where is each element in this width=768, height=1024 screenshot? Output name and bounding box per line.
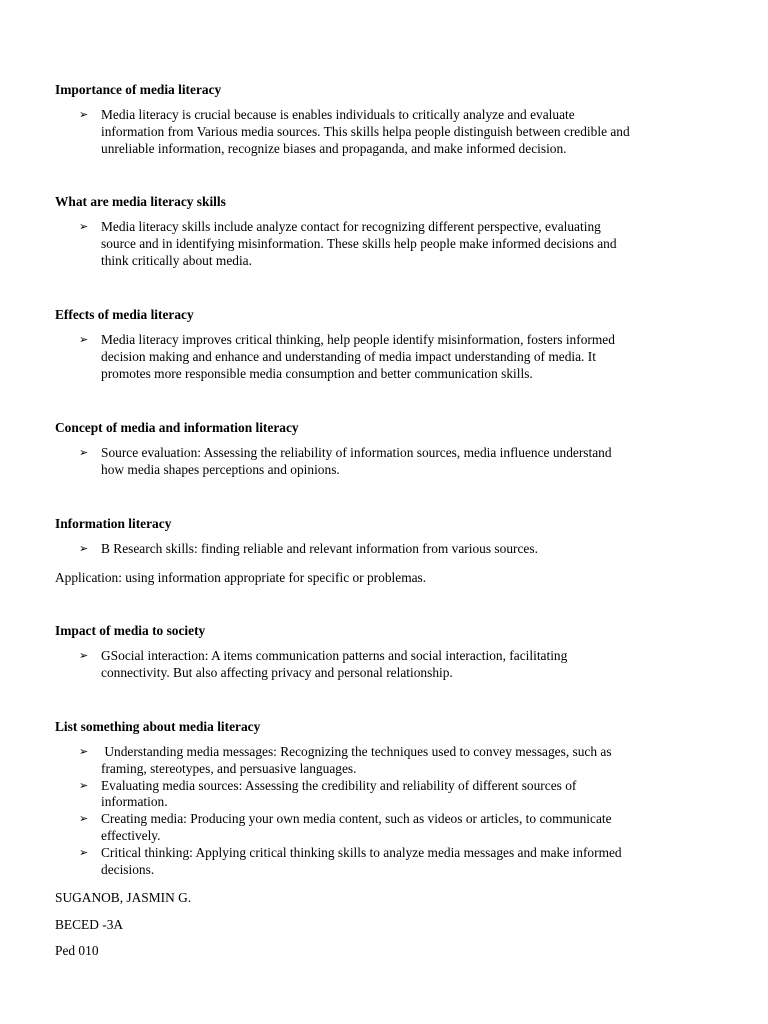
section-heading: Information literacy	[55, 516, 172, 531]
list-item	[55, 107, 720, 157]
arrow-bullet-icon: ➢	[79, 649, 89, 662]
list-item	[55, 845, 720, 879]
arrow-bullet-icon: ➢	[79, 812, 89, 826]
section-effects	[55, 306, 720, 382]
application-line: Application: using information appropriate for specific or problemas.	[55, 570, 427, 585]
section-concept	[55, 419, 720, 479]
arrow-bullet-icon: ➢	[79, 845, 89, 859]
arrow-bullet-icon: ➢	[79, 108, 89, 121]
bullet-line: unreliable information, recognize biases and propaganda, and make informed decision.	[101, 140, 567, 156]
list-item	[55, 219, 720, 269]
bullet-line: Understanding media messages: Recognizing the techniques used to convey messages, such as	[101, 744, 612, 759]
bullet-line: Source evaluation: Assessing the reliability of information sources, media influence understand	[101, 445, 612, 460]
bullet-line: Media literacy improves critical thinking, help people identify misinformation, fosters informed	[101, 332, 615, 347]
bullet-list	[55, 219, 720, 269]
bullet-line: Media literacy skills include analyze contact for recognizing different perspective, evaluating	[101, 219, 601, 234]
bullet-line: GSocial interaction: A items communication patterns and social interaction, facilitating	[101, 648, 568, 663]
arrow-bullet-icon: ➢	[79, 333, 89, 346]
author-section: BECED -3A	[55, 917, 124, 932]
bullet-line: decision making and enhance and understanding of media impact understanding of media. It	[101, 348, 596, 364]
bullet-line: effectively.	[101, 827, 161, 843]
section-skills	[55, 193, 720, 269]
bullet-line: information.	[101, 794, 168, 810]
section-heading: List something about media literacy	[55, 719, 261, 734]
arrow-bullet-icon: ➢	[79, 542, 89, 555]
section-impact	[55, 622, 720, 682]
section-information-literacy	[55, 515, 720, 558]
bullet-list	[55, 744, 720, 878]
bullet-line: Evaluating media sources: Assessing the credibility and reliability of different sources of	[101, 777, 577, 793]
bullet-list	[55, 648, 720, 682]
bullet-line: decisions.	[101, 861, 155, 877]
bullet-list	[55, 332, 720, 382]
bullet-line: information from Various media sources. This skills helpa people distinguish between credible and	[101, 123, 630, 139]
arrow-bullet-icon: ➢	[79, 745, 89, 758]
list-item	[55, 778, 720, 812]
bullet-line: think critically about media.	[101, 252, 252, 268]
list-item	[55, 445, 720, 479]
bullet-line: connectivity. But also affecting privacy and personal relationship.	[101, 664, 453, 680]
list-item	[55, 541, 720, 558]
arrow-bullet-icon: ➢	[79, 446, 89, 459]
arrow-bullet-icon: ➢	[79, 778, 89, 792]
section-heading: Impact of media to society	[55, 623, 206, 638]
author-name: SUGANOB, JASMIN G.	[55, 890, 192, 905]
section-heading: Concept of media and information literacy	[55, 420, 299, 435]
section-list	[55, 718, 720, 878]
bullet-line: how media shapes perceptions and opinions.	[101, 461, 340, 477]
author-course: Ped 010	[55, 943, 99, 958]
section-importance	[55, 81, 720, 157]
bullet-list	[55, 107, 720, 157]
bullet-line: B Research skills: finding reliable and relevant information from various sources.	[101, 541, 538, 556]
section-heading: Effects of media literacy	[55, 307, 194, 322]
bullet-line: Media literacy is crucial because is enables individuals to critically analyze and evaluate	[101, 107, 575, 122]
bullet-line: source and in identifying misinformation. These skills help people make informed decisions and	[101, 235, 617, 251]
bullet-list	[55, 541, 720, 558]
list-item	[55, 332, 720, 382]
list-item	[55, 648, 720, 682]
list-item	[55, 811, 720, 845]
bullet-line: Creating media: Producing your own media content, such as videos or articles, to communicate	[101, 811, 612, 827]
list-item	[55, 744, 720, 778]
bullet-line: Critical thinking: Applying critical thinking skills to analyze media messages and make informed	[101, 844, 622, 860]
bullet-line: promotes more responsible media consumption and better communication skills.	[101, 365, 533, 381]
bullet-list	[55, 445, 720, 479]
arrow-bullet-icon: ➢	[79, 220, 89, 233]
section-heading: What are media literacy skills	[55, 194, 226, 209]
bullet-line: framing, stereotypes, and persuasive languages.	[101, 760, 357, 776]
section-heading: Importance of media literacy	[55, 82, 222, 97]
